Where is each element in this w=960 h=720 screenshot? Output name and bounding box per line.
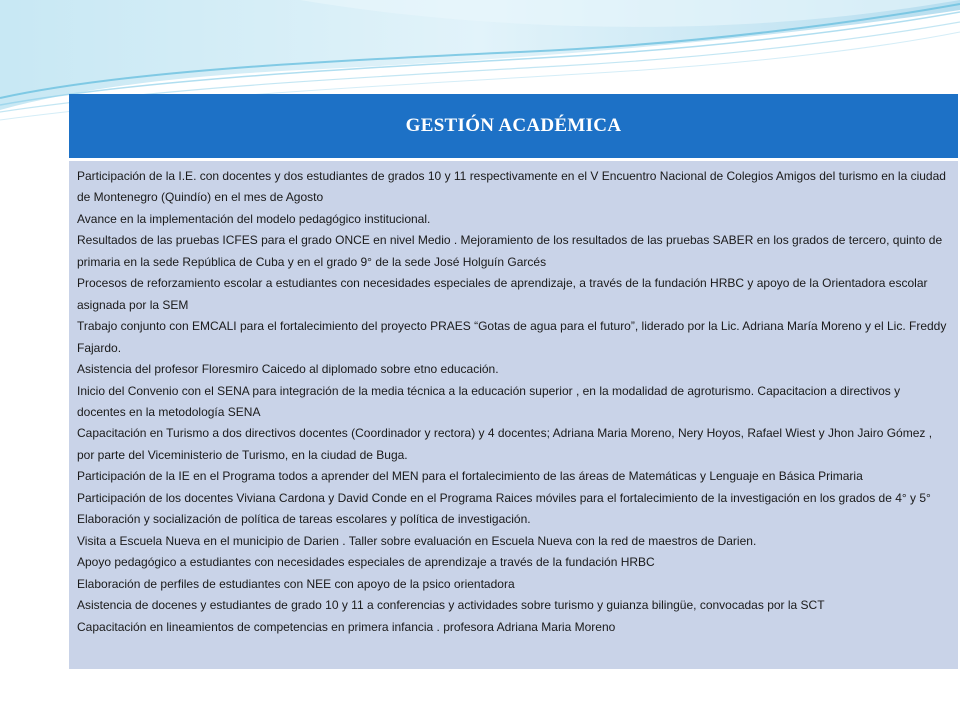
list-item: Participación de los docentes Viviana Cardona y David Conde en el Programa Raices móviles para el fortalecimiento de la investigación en los grados de 4° y 5° — [77, 490, 931, 505]
list-item: Capacitación en Turismo a dos directivos docentes (Coordinador y rectora) y 4 docentes; Adriana Maria Moreno, Nery Hoyos, Rafael Wiest y Jhon Jairo Gómez , por parte del Viceministerio de Turismo, en la ciudad de Buga. — [77, 426, 933, 462]
list-item: Asistencia del profesor Floresmiro Caicedo al diplomado sobre etno educación. — [77, 362, 499, 377]
table-body — [69, 161, 958, 669]
list-item: Avance en la implementación del modelo pedagógico institucional. — [77, 211, 431, 226]
list-item: Asistencia de docenes y estudiantes de grado 10 y 11 a conferencias y actividades sobre turismo y guianza bilingüe, convocadas por la SCT — [77, 598, 825, 613]
list-item: Trabajo conjunto con EMCALI para el fortalecimiento del proyecto PRAES “Gotas de agua para el futuro”, liderado por la Lic. Adriana María Moreno y el Lic. Freddy Fajardo. — [77, 319, 947, 355]
list-item: Resultados de las pruebas ICFES para el grado ONCE en nivel Medio . Mejoramiento de los resultados de las pruebas SABER en los grados de tercero, quinto de primaria en la sede República de Cuba y en el grado 9° de la sede José Holguín Garcés — [77, 233, 943, 269]
list-item: Participación de la IE en el Programa todos a aprender del MEN para el fortalecimiento de las áreas de Matemáticas y Lenguaje en Básica Primaria — [77, 469, 863, 484]
table-title: GESTIÓN ACADÉMICA — [405, 115, 622, 136]
list-item: Elaboración y socialización de política de tareas escolares y política de investigación. — [77, 512, 531, 527]
list-item: Inicio del Convenio con el SENA para integración de la media técnica a la educación superior , en la modalidad de agroturismo. Capacitacion a directivos y docentes en la metodología SENA — [77, 383, 901, 419]
list-item: Capacitación en lineamientos de competencias en primera infancia . profesora Adriana Maria Moreno — [77, 619, 616, 634]
list-item: Participación de la I.E. con docentes y dos estudiantes de grados 10 y 11 respectivamente en el V Encuentro Nacional de Colegios Amigos del turismo en la ciudad de Montenegro (Quindío) en el mes de Agosto — [77, 169, 946, 205]
academic-management-table — [69, 94, 958, 669]
list-item: Elaboración de perfiles de estudiantes con NEE con apoyo de la psico orientadora — [77, 576, 515, 591]
list-item: Visita a Escuela Nueva en el municipio de Darien . Taller sobre evaluación en Escuela Nueva con la red de maestros de Darien. — [77, 533, 757, 548]
table-header — [69, 94, 958, 161]
list-item: Apoyo pedagógico a estudiantes con necesidades especiales de aprendizaje a través de la fundación HRBC — [77, 555, 655, 570]
list-item: Procesos de reforzamiento escolar a estudiantes con necesidades especiales de aprendizaje, a través de la fundación HRBC y apoyo de la Orientadora escolar asignada por la SEM — [77, 276, 928, 312]
